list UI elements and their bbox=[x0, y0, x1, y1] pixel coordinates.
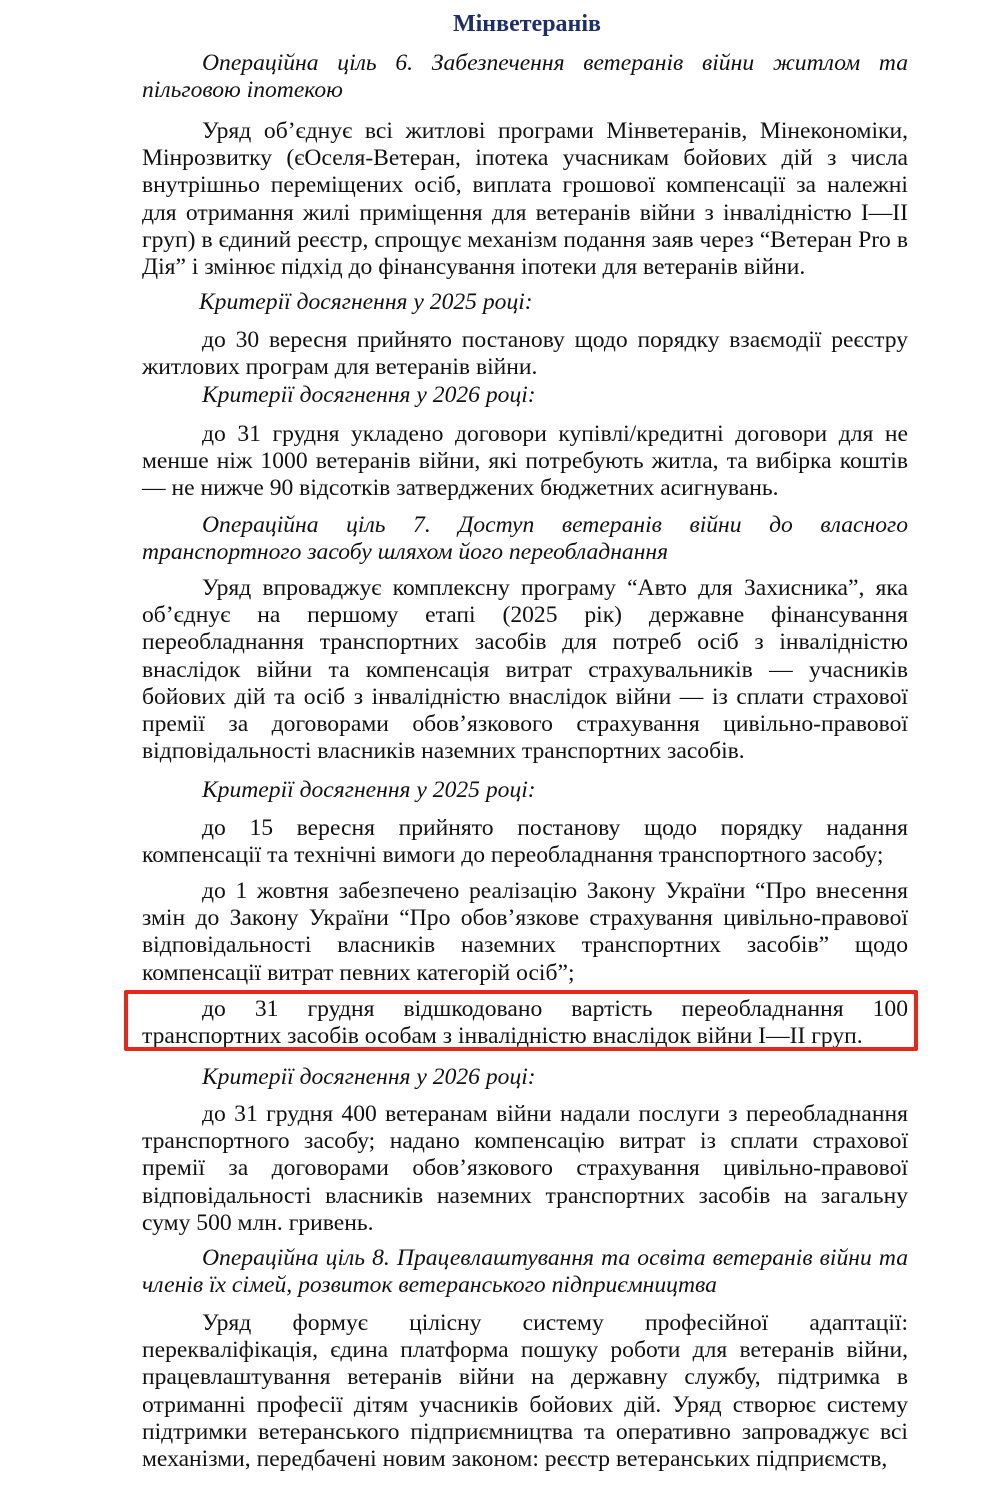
goal-7-criteria-2025-item-2: до 1 жовтня забезпечено реалізацію Закону України “Про внесення змін до Закону України “Про обов’язкове страхування цивільно-правової відповідальності власників наземних транспортних засобів” щодо компенсації витрат певних категорій осіб”; bbox=[142, 878, 908, 986]
goal-7-criteria-2025-item-3: до 31 грудня відшкодовано вартість переобладнання 100 транспортних засобів особам з інвалідністю внаслідок війни I—II груп. bbox=[142, 996, 908, 1050]
goal-7-criteria-2025-item-1: до 15 вересня прийнято постанову щодо порядку надання компенсації та технічні вимоги до переобладнання транспортного засобу; bbox=[142, 815, 908, 869]
goal-8-body: Уряд формує цілісну систему професійної адаптації: перекваліфікація, єдина платформа пошуку роботи для ветеранів війни, працевлаштування ветеранів війни на державну службу, підтримка в отриманні професії дітям учасників бойових дій. Уряд створює систему підтримки ветеранського підприємництва та оперативно запроваджує всі механізми, передбачені новим законом: реєстр ветеранських підприємств, bbox=[142, 1310, 908, 1473]
goal-6-title: Операційна ціль 6. Забезпечення ветеранів війни житлом та пільговою іпотекою bbox=[142, 50, 908, 104]
goal-7-body: Уряд впроваджує комплексну програму “Авто для Захисника”, яка об’єднує на першому етапі (2025 рік) державне фінансування переобладнання транспортних засобів для потреб осіб з інвалідністю внаслідок війни та компенсація витрат страхувальників — учасників бойових дій та осіб з інвалідністю внаслідок війни — із сплати страхової премії за договорами обов’язкового страхування цивільно-правової відповідальності власників наземних транспортних засобів. bbox=[142, 575, 908, 765]
goal-7-criteria-2026-label: Критерії досягнення у 2026 році: bbox=[202, 1064, 536, 1090]
section-heading: Мінветеранів bbox=[452, 11, 601, 37]
goal-6-criteria-2026-label: Критерії досягнення у 2026 році: bbox=[202, 382, 536, 408]
goal-7-criteria-2025-label: Критерії досягнення у 2025 році: bbox=[202, 777, 536, 803]
goal-6-body: Уряд об’єднує всі житлові програми Мінветеранів, Мінекономіки, Мінрозвитку (єОселя-Ветеран, іпотека учасникам бойових дій з числа внутрішньо переміщених осіб, виплата грошової компенсації за належні для отримання жилі приміщення для ветеранів війни з інвалідністю I—II груп) в єдиний реєстр, спрощує механізм подання заяв через “Ветеран Pro в Дія” і змінює підхід до фінансування іпотеки для ветеранів війни. bbox=[142, 118, 908, 281]
goal-7-criteria-2026-item: до 31 грудня 400 ветеранам війни надали послуги з переобладнання транспортного засобу; надано компенсацію витрат із сплати страхової премії за договорами обов’язкового страхування цивільно-правової відповідальності власників наземних транспортних засобів на загальну суму 500 млн. гривень. bbox=[142, 1101, 908, 1236]
goal-7-title: Операційна ціль 7. Доступ ветеранів війни до власного транспортного засобу шляхом його переобладнання bbox=[142, 512, 908, 566]
goal-6-criteria-2025-item: до 30 вересня прийнято постанову щодо порядку взаємодії реєстру житлових програм для ветеранів війни. bbox=[142, 327, 908, 381]
highlight-box bbox=[124, 990, 918, 1051]
goal-6-criteria-2025-label: Критерії досягнення у 2025 році: bbox=[199, 289, 533, 315]
goal-6-criteria-2026-item: до 31 грудня укладено договори купівлі/кредитні договори для не менше ніж 1000 ветеранів війни, які потребують житла, та вибірка коштів — не нижче 90 відсотків затверджених бюджетних асигнувань. bbox=[142, 421, 908, 502]
goal-8-title: Операційна ціль 8. Працевлаштування та освіта ветеранів війни та членів їх сімей, розвиток ветеранського підприємництва bbox=[142, 1245, 908, 1299]
